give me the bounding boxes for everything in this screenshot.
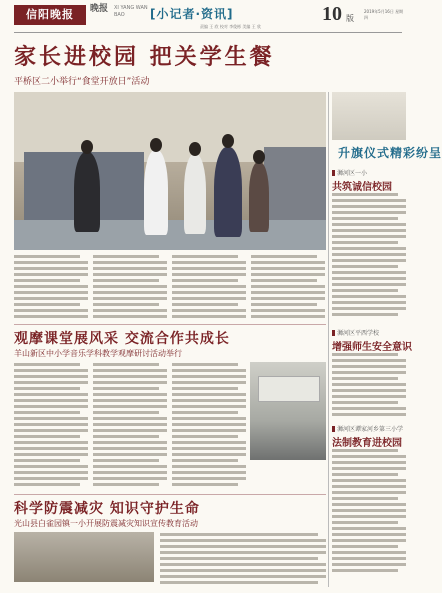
- lead-subheadline: 平桥区二小举行“食堂开放日”活动: [14, 77, 150, 87]
- story2-subheadline: 羊山新区中小学音乐学科教学观摩研讨活动举行: [14, 349, 182, 358]
- item-headline: 法制教育进校园: [332, 438, 402, 449]
- right-column-title: 升旗仪式精彩纷呈: [338, 146, 442, 160]
- lead-headline: 家长进校园 把关学生餐: [14, 45, 275, 70]
- section-divider: [14, 324, 326, 325]
- section-title: [小记者·资讯]: [150, 7, 234, 21]
- story2-body-col1: [14, 362, 88, 492]
- page-label: 版: [346, 14, 354, 23]
- story2-body-col2: [93, 362, 167, 492]
- right-column: [332, 92, 442, 587]
- right-column-banner: [332, 92, 406, 140]
- story2-photo: [250, 362, 326, 460]
- item-tag: 浉河区平西学校: [332, 328, 379, 337]
- newspaper-logo: 信阳晚报: [14, 5, 86, 25]
- column-divider: [328, 92, 329, 587]
- paper-name: [90, 4, 148, 28]
- item-headline: 共筑诚信校园: [332, 182, 392, 193]
- section-divider: [14, 494, 326, 495]
- editors-line: 责编 王 欣 校对 李俊彬 美编 王 欣: [200, 24, 261, 29]
- item-body: [332, 448, 406, 578]
- lead-photo: [14, 92, 326, 250]
- story2-headline: 观摩课堂展风采 交流合作共成长: [14, 331, 230, 347]
- item-tag: 浉河区谭家河乡第三小学: [332, 424, 403, 433]
- story3-subheadline: 光山县白雀园镇一小开展防震减灾知识宣传教育活动: [14, 519, 198, 528]
- masthead-divider: [14, 32, 402, 33]
- masthead: [0, 0, 410, 34]
- story3-headline: 科学防震减灾 知识守护生命: [14, 501, 200, 517]
- lead-body: [14, 254, 326, 322]
- item-tag: 浉河区一小: [332, 168, 367, 177]
- story3-photo: [14, 532, 154, 582]
- story2-body-col3: [172, 362, 246, 492]
- issue-date: 2019年5月16日 星期四: [364, 9, 404, 20]
- paper-name-cn: 晚报: [90, 4, 109, 14]
- story3-body: [160, 532, 326, 587]
- paper-name-en: XI YANG WAN BAO: [114, 5, 148, 18]
- item-body: [332, 352, 406, 418]
- page-number: 10: [322, 3, 342, 25]
- item-headline: 增强师生安全意识: [332, 342, 412, 353]
- item-body: [332, 192, 406, 322]
